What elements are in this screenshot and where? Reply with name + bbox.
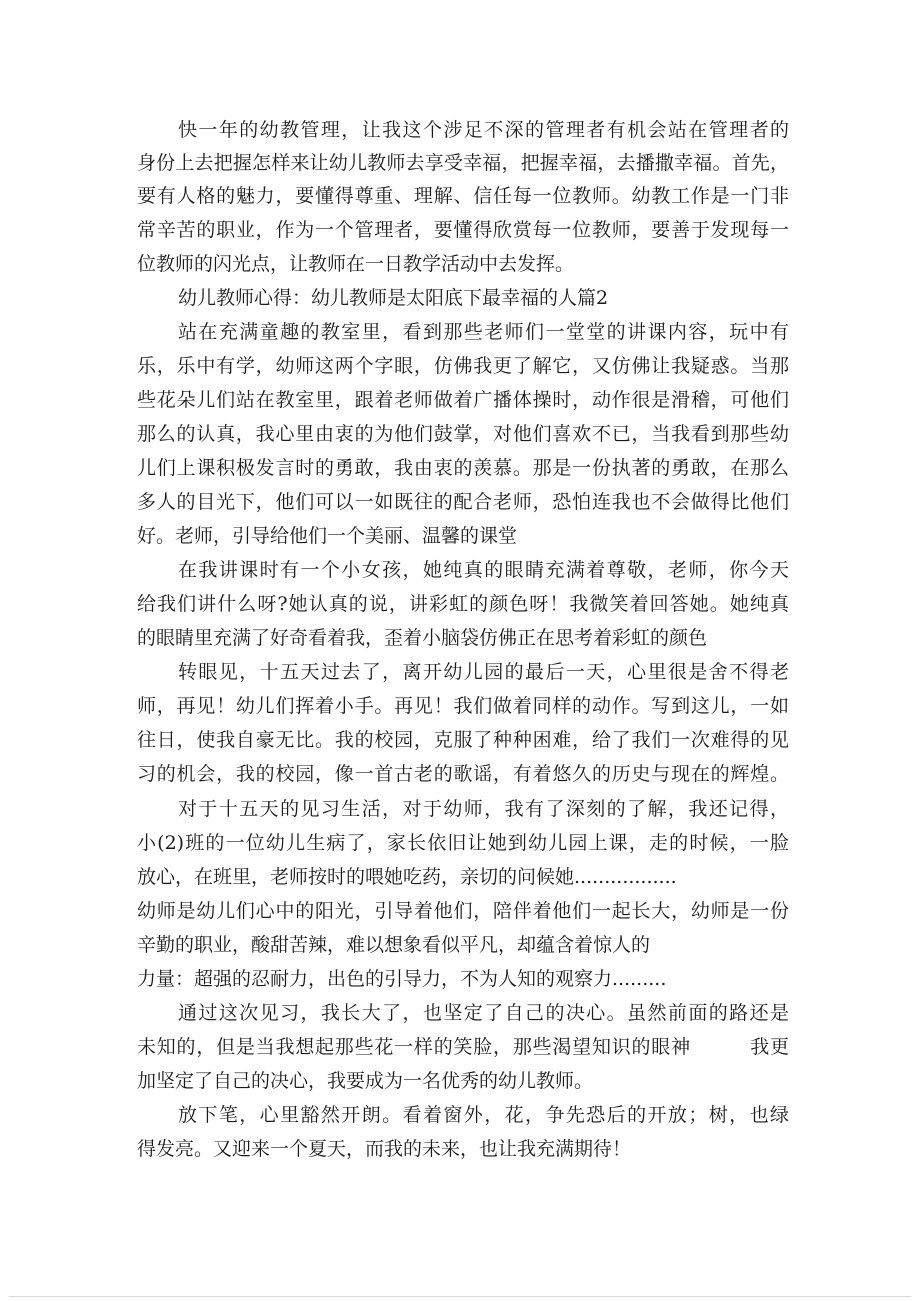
section-heading: 幼儿教师心得：幼儿教师是太阳底下最幸福的人篇2 xyxy=(178,287,609,309)
paragraph-line: 乐，乐中有学，幼师这两个字眼，仿佛我更了解它，又仿佛让我疑惑。当那 xyxy=(137,355,789,377)
paragraph-line: 常辛苦的职业，作为一个管理者，要懂得欣赏每一位教师，要善于发现每一 xyxy=(137,219,789,241)
paragraph-line: 往日，使我自豪无比。我的校园，克服了种种困难，给了我们一次难得的见 xyxy=(137,729,789,751)
paragraph-line: 快一年的幼教管理，让我这个涉足不深的管理者有机会站在管理者的 xyxy=(178,119,789,141)
paragraph-line: 习的机会，我的校园，像一首古老的歌谣，有着悠久的历史与现在的辉煌。 xyxy=(137,763,789,785)
paragraph-line: 通过这次见习，我长大了，也坚定了自己的决心。虽然前面的路还是 xyxy=(178,1002,789,1024)
paragraph-line: 放下笔，心里豁然开朗。看着窗外，花，争先恐后的开放；树，也绿 xyxy=(178,1104,789,1126)
paragraph-line: 小(2)班的一位幼儿生病了，家长依旧让她到幼儿园上课，走的时候，一脸 xyxy=(137,832,789,854)
paragraph-line: 儿们上课积极发言时的勇敢，我由衷的羡慕。那是一份执著的勇敢，在那么 xyxy=(137,457,789,479)
paragraph-line: 好。老师，引导给他们一个美丽、温馨的课堂 xyxy=(137,525,518,547)
page-bottom-divider xyxy=(9,1296,911,1297)
paragraph-line: 对于十五天的见习生活，对于幼师，我有了深刻的了解，我还记得， xyxy=(178,798,789,820)
paragraph-line: 辛勤的职业，酸甜苦辣，难以想象看似平凡，却蕴含着惊人的 xyxy=(137,934,651,956)
paragraph-line: 多人的目光下，他们可以一如既往的配合老师，恐怕连我也不会做得比他们 xyxy=(137,491,789,513)
paragraph-line: 师，再见！幼儿们挥着小手。再见！我们做着同样的动作。写到这儿，一如 xyxy=(137,695,789,717)
paragraph-line: 加坚定了自己的决心，我要成为一名优秀的幼儿教师。 xyxy=(137,1070,594,1092)
paragraph-line: 要有人格的魅力，要懂得尊重、理解、信任每一位教师。幼教工作是一门非 xyxy=(137,185,789,207)
paragraph-line: 力量：超强的忍耐力，出色的引导力，不为人知的观察力......... xyxy=(137,968,667,990)
paragraph-line: 站在充满童趣的教室里，看到那些老师们一堂堂的讲课内容，玩中有 xyxy=(178,321,789,343)
paragraph-line: 未知的，但是当我想起那些花一样的笑脸，那些渴望知识的眼神 我更 xyxy=(137,1036,789,1058)
paragraph-line: 的眼睛里充满了好奇看着我，歪着小脑袋仿佛正在思考着彩虹的颜色 xyxy=(137,627,708,649)
paragraph-line: 位教师的闪光点，让教师在一日教学活动中去发挥。 xyxy=(137,253,575,275)
paragraph-line: 得发亮。又迎来一个夏天，而我的未来，也让我充满期待！ xyxy=(137,1138,632,1160)
paragraph-line: 那么的认真，我心里由衷的为他们鼓掌，对他们喜欢不已，当我看到那些幼 xyxy=(137,423,789,445)
paragraph-line: 给我们讲什么呀?她认真的说，讲彩虹的颜色呀！我微笑着回答她。她纯真 xyxy=(137,593,789,615)
paragraph-line: 转眼见，十五天过去了，离开幼儿园的最后一天，心里很是舍不得老 xyxy=(178,661,789,683)
paragraph-line: 放心，在班里，老师按时的喂她吃药，亲切的问候她................. xyxy=(137,866,677,888)
paragraph-line: 幼师是幼儿们心中的阳光，引导着他们，陪伴着他们一起长大，幼师是一份 xyxy=(137,900,789,922)
paragraph-line: 在我讲课时有一个小女孩，她纯真的眼睛充满着尊敬，老师，你今天 xyxy=(178,559,789,581)
paragraph-line: 些花朵儿们站在教室里，跟着老师做着广播体操时，动作很是滑稽，可他们 xyxy=(137,389,789,411)
paragraph-line: 身份上去把握怎样来让幼儿教师去享受幸福，把握幸福，去播撒幸福。首先， xyxy=(137,152,789,174)
